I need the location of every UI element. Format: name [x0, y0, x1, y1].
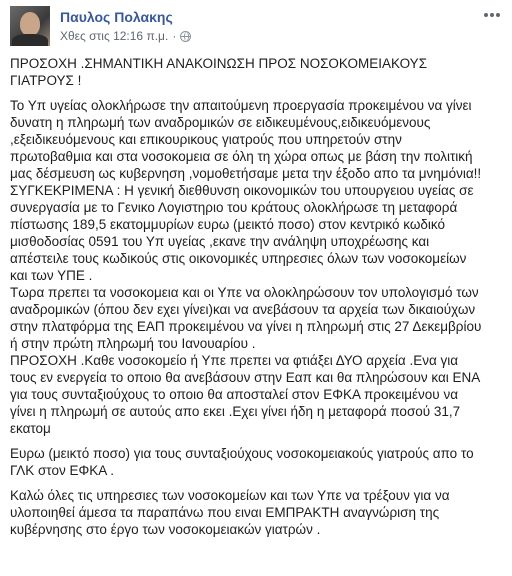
post-header	[10, 6, 502, 46]
author-avatar[interactable]	[10, 6, 50, 46]
body-line: Ευρω (μεικτό ποσο) για τους συνταξιούχους νοσοκομειακούς γιατρούς απο το	[10, 446, 474, 461]
avatar-face	[20, 12, 40, 36]
post-body-paragraph-2	[10, 445, 502, 479]
body-line: στην πλατφόρμα της ΕΑΠ προκειμένου να γίνει η πληρωμή στις 27 Δεκεμβρίου	[10, 319, 482, 334]
body-line: δυνατη η πληρωμή των αναδρομικών σε ειδικευμένους,ειδικευόμενους	[10, 115, 431, 130]
body-line: πίστωσης 189,5 εκατομμυρίων ευρω (μεικτό ποσο) στον κεντρικό κωδικό	[10, 217, 445, 232]
body-line: αναδρομικών (όπου δεν εχει γίνει)και να ανεβάσουν τα αρχεία των δικαιούχων	[10, 302, 476, 317]
post-meta	[60, 29, 191, 43]
body-line: κυβέρνησης στο έργο των νοσοκομειακών γιατρών .	[10, 522, 321, 537]
body-line: γίνει η πληρωμή σε αυτούς απο εκει .Εχει γίνει ήδη η μεταφορά ποσού 31,7	[10, 404, 461, 419]
avatar-shoulders	[12, 34, 48, 46]
post-timestamp[interactable]: Χθες στις 12:16 π.μ.	[60, 29, 169, 43]
post-title	[10, 55, 502, 89]
body-line: απέστειλε τους κωδικούς στις οικονομικές υπηρεσιες όλων των νοσοκομείων	[10, 251, 467, 266]
body-line: για τους συνταξιούχους το οποιο θα αποσταλεί στον ΕΦΚΑ προκειμένου να	[10, 387, 458, 402]
post-body-paragraph-1	[10, 97, 502, 437]
menu-dot	[484, 13, 488, 17]
body-line: μας δέσμευση ως κυβερνηση ,νομοθετήσαμε μετα την έξοδο απο τα μνημόνια!!	[10, 166, 482, 181]
body-line: και των ΥΠΕ .	[10, 268, 93, 283]
body-line: πρωτοβαθμια και στα νοσοκομεια σε όλη τη χώρα οπως με βάση την πολιτική	[10, 149, 473, 164]
menu-dot	[496, 13, 500, 17]
body-line: υλοποιηθεί άμεσα τα παραπάνω που ειναι ΕΜΠΡΑΚΤΗ αναγνώριση της	[10, 505, 440, 520]
body-line: συνεργασία με το Γενικο Λογιστηριο του κράτους ολοκλήρωσε τη μεταφορά	[10, 200, 458, 215]
post-body-paragraph-3	[10, 487, 502, 538]
body-line: Τωρα πρεπει τα νοσοκομεια και οι Υπε να ολοκληρώσουν τον υπολογισμό των	[10, 285, 479, 300]
body-line: ΓΛΚ στον ΕΦΚΑ .	[10, 463, 114, 478]
body-line: ή στην πρώτη πληρωμή του Ιανουαρίου .	[10, 336, 256, 351]
body-line: ,εξειδικευόμενους και επικουρικους γιατρούς που υπηρετούν στην	[10, 132, 402, 147]
title-line: ΓΙΑΤΡΟΥΣ !	[10, 73, 82, 88]
globe-icon[interactable]	[180, 31, 191, 42]
post-content	[10, 55, 502, 546]
body-line: τους εν ενεργεία το οποιο θα ανεβάσουν στην Εαπ και θα πληρώσουν και ΕΝΑ	[10, 370, 481, 385]
body-line: ΠΡΟΣΟΧΗ .Καθε νοσοκομείο ή Υπε πρεπει να φτιάξει ΔΥΟ αρχεία .Ενα για	[10, 353, 459, 368]
body-line: Το Υπ υγείας ολοκλήρωσε την απαιτούμενη προεργασία προκειμένου να γίνει	[10, 98, 472, 113]
body-line: ΣΥΓΚΕΚΡΙΜΕΝΑ : Η γενική διεθθυνση οικονομικών του υπουργειου υγείας σε	[10, 183, 474, 198]
meta-separator: ·	[172, 29, 177, 43]
title-line: ΠΡΟΣΟΧΗ .ΣΗΜΑΝΤΙΚΗ ΑΝΑΚΟΙΝΩΣΗ ΠΡΟΣ ΝΟΣΟΚΟΜΕΙΑΚΟΥΣ	[10, 56, 428, 71]
body-line: Καλώ όλες τις υπηρεσιες των νοσοκομείων και των Υπε να τρέξουν για να	[10, 488, 450, 503]
author-name[interactable]: Παυλος Πολακης	[60, 9, 173, 25]
body-line: εκατομ	[10, 421, 51, 436]
more-options-icon[interactable]	[482, 8, 502, 22]
menu-dot	[490, 13, 494, 17]
body-line: μισθοδοσίας 0591 του Υπ υγείας ,εκανε την ανάληψη υποχρέωσης και	[10, 234, 430, 249]
